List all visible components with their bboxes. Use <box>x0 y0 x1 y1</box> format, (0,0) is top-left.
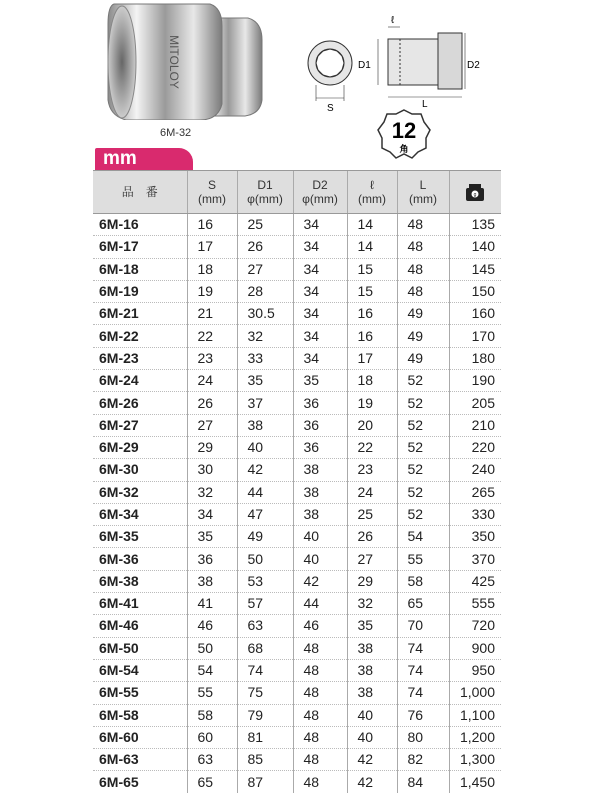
l-small-value: 14 <box>347 214 397 236</box>
l-large-value: 52 <box>397 414 449 436</box>
header-line2: φ(mm) <box>247 192 283 206</box>
d2-value: 40 <box>293 548 347 570</box>
l-large-value: 55 <box>397 548 449 570</box>
l-large-value: 70 <box>397 615 449 637</box>
d2-value: 48 <box>293 726 347 748</box>
d2-value: 46 <box>293 615 347 637</box>
header-line2: φ(mm) <box>302 192 338 206</box>
header-part-number <box>93 171 187 214</box>
d2-value: 34 <box>293 236 347 258</box>
s-value: 21 <box>187 303 237 325</box>
part-number: 6M-26 <box>93 392 187 414</box>
d2-value: 40 <box>293 526 347 548</box>
l-small-value: 40 <box>347 726 397 748</box>
table-row <box>93 682 501 704</box>
l-large-value: 76 <box>397 704 449 726</box>
d1-value: 35 <box>237 370 293 392</box>
l-small-value: 26 <box>347 526 397 548</box>
table-row <box>93 214 501 236</box>
table-row <box>93 726 501 748</box>
header-line1: S <box>207 178 216 192</box>
part-number: 6M-50 <box>93 637 187 659</box>
weight-value: 1,200 <box>449 726 501 748</box>
s-value: 29 <box>187 436 237 458</box>
l-small-value: 38 <box>347 659 397 681</box>
l-large-value: 80 <box>397 726 449 748</box>
l-small-value: 32 <box>347 593 397 615</box>
table-row <box>93 236 501 258</box>
diagram-label-l: ℓ <box>391 15 395 26</box>
part-number: 6M-19 <box>93 280 187 302</box>
header-line1: 品 番 <box>121 185 158 199</box>
weight-value: 1,300 <box>449 749 501 771</box>
s-value: 17 <box>187 236 237 258</box>
s-value: 19 <box>187 280 237 302</box>
d1-value: 68 <box>237 637 293 659</box>
d1-value: 37 <box>237 392 293 414</box>
d2-value: 34 <box>293 214 347 236</box>
weight-unit: g <box>473 191 477 198</box>
weight-value: 555 <box>449 593 501 615</box>
s-value: 26 <box>187 392 237 414</box>
d1-value: 57 <box>237 593 293 615</box>
d1-value: 44 <box>237 481 293 503</box>
table-row <box>93 548 501 570</box>
weight-value: 135 <box>449 214 501 236</box>
table-row <box>93 303 501 325</box>
d1-value: 75 <box>237 682 293 704</box>
l-small-value: 18 <box>347 370 397 392</box>
part-number: 6M-35 <box>93 526 187 548</box>
header-line2: (mm) <box>198 192 226 206</box>
d2-value: 36 <box>293 436 347 458</box>
l-small-value: 40 <box>347 704 397 726</box>
part-number: 6M-21 <box>93 303 187 325</box>
s-value: 27 <box>187 414 237 436</box>
d2-value: 34 <box>293 347 347 369</box>
d2-value: 35 <box>293 370 347 392</box>
l-large-value: 49 <box>397 325 449 347</box>
l-small-value: 20 <box>347 414 397 436</box>
l-small-value: 16 <box>347 303 397 325</box>
d2-value: 36 <box>293 392 347 414</box>
l-large-value: 49 <box>397 347 449 369</box>
unit-tab: mm <box>95 148 193 170</box>
s-value: 65 <box>187 771 237 793</box>
d1-value: 53 <box>237 570 293 592</box>
table-row <box>93 637 501 659</box>
weight-value: 1,450 <box>449 771 501 793</box>
weight-value: 210 <box>449 414 501 436</box>
l-small-value: 14 <box>347 236 397 258</box>
header-line1: D2 <box>312 178 328 192</box>
l-small-value: 42 <box>347 771 397 793</box>
part-number: 6M-65 <box>99 773 139 790</box>
d2-value: 48 <box>293 749 347 771</box>
l-large-value: 48 <box>397 258 449 280</box>
diagram-label-s: S <box>327 103 334 114</box>
l-small-value: 38 <box>347 637 397 659</box>
l-large-value: 65 <box>397 593 449 615</box>
s-value: 63 <box>187 749 237 771</box>
d2-value: 48 <box>293 771 347 793</box>
d1-value: 40 <box>237 436 293 458</box>
d1-value: 85 <box>237 749 293 771</box>
l-small-value: 15 <box>347 280 397 302</box>
l-large-value: 74 <box>397 659 449 681</box>
s-value: 55 <box>187 682 237 704</box>
l-large-value: 54 <box>397 526 449 548</box>
header-line2: (mm) <box>409 192 437 206</box>
part-number: 6M-54 <box>93 659 187 681</box>
l-large-value: 74 <box>397 682 449 704</box>
s-value: 41 <box>187 593 237 615</box>
table-row <box>93 459 501 481</box>
d1-value: 87 <box>237 771 293 793</box>
d1-value: 42 <box>237 459 293 481</box>
table-row <box>93 615 501 637</box>
d1-value: 63 <box>237 615 293 637</box>
table-row <box>93 570 501 592</box>
table-row <box>93 526 501 548</box>
d1-value: 33 <box>237 347 293 369</box>
part-number: 6M-23 <box>93 347 187 369</box>
diagram-label-d1: D1 <box>358 60 371 71</box>
weight-value: 265 <box>449 481 501 503</box>
part-number: 6M-55 <box>93 682 187 704</box>
d1-value: 79 <box>237 704 293 726</box>
weight-value: 170 <box>449 325 501 347</box>
l-small-value: 16 <box>347 325 397 347</box>
weight-value: 180 <box>449 347 501 369</box>
product-caption: 6M-32 <box>160 127 192 139</box>
twelve-point-badge <box>376 108 432 160</box>
badge-number: 12 <box>391 118 417 143</box>
l-small-value: 38 <box>347 682 397 704</box>
table-row <box>93 258 501 280</box>
l-large-value: 52 <box>397 392 449 414</box>
s-value: 16 <box>187 214 237 236</box>
part-number: 6M-27 <box>93 414 187 436</box>
d2-value: 48 <box>293 637 347 659</box>
part-number: 6M-63 <box>93 749 187 771</box>
d1-value: 49 <box>237 526 293 548</box>
s-value: 24 <box>187 370 237 392</box>
part-number: 6M-24 <box>93 370 187 392</box>
l-large-value: 48 <box>397 280 449 302</box>
l-large-value: 52 <box>397 459 449 481</box>
header-line1: D1 <box>257 178 273 192</box>
s-value: 36 <box>187 548 237 570</box>
table-row <box>93 414 501 436</box>
s-value: 18 <box>187 258 237 280</box>
table-row <box>93 325 501 347</box>
table-row <box>93 503 501 525</box>
part-number: 6M-18 <box>93 258 187 280</box>
weight-value: 425 <box>449 570 501 592</box>
table-row <box>93 436 501 458</box>
table-row <box>93 280 501 302</box>
d1-value: 50 <box>237 548 293 570</box>
part-number: 6M-46 <box>93 615 187 637</box>
part-number: 6M-17 <box>93 236 187 258</box>
l-small-value: 17 <box>347 347 397 369</box>
d1-value: 28 <box>237 280 293 302</box>
badge-kanji: 角 <box>399 145 409 155</box>
weight-value: 220 <box>449 436 501 458</box>
diagram-label-L: L <box>422 99 428 110</box>
d2-value: 42 <box>293 570 347 592</box>
part-number: 6M-34 <box>93 503 187 525</box>
s-value: 54 <box>187 659 237 681</box>
l-small-value: 19 <box>347 392 397 414</box>
dimension-diagram <box>300 5 500 115</box>
l-small-value: 35 <box>347 615 397 637</box>
d1-value: 30.5 <box>237 303 293 325</box>
l-large-value: 58 <box>397 570 449 592</box>
l-large-value: 48 <box>397 236 449 258</box>
weight-value: 900 <box>449 637 501 659</box>
header-s <box>187 171 237 214</box>
d2-value: 34 <box>293 325 347 347</box>
part-number: 6M-41 <box>93 593 187 615</box>
l-large-value: 48 <box>397 214 449 236</box>
d2-value: 38 <box>293 481 347 503</box>
weight-value: 330 <box>449 503 501 525</box>
d2-value: 38 <box>293 503 347 525</box>
socket-photo <box>100 0 270 120</box>
weight-value: 240 <box>449 459 501 481</box>
d2-value: 36 <box>293 414 347 436</box>
table-row <box>93 347 501 369</box>
s-value: 58 <box>187 704 237 726</box>
table-row <box>93 704 501 726</box>
table-body <box>93 214 501 793</box>
weight-value: 205 <box>449 392 501 414</box>
d1-value: 32 <box>237 325 293 347</box>
weight-value: 1,100 <box>449 704 501 726</box>
l-small-value: 23 <box>347 459 397 481</box>
spec-table <box>93 170 501 793</box>
s-value: 23 <box>187 347 237 369</box>
d1-value: 47 <box>237 503 293 525</box>
weight-value: 160 <box>449 303 501 325</box>
table-row <box>93 481 501 503</box>
l-small-value: 27 <box>347 548 397 570</box>
part-number: 6M-58 <box>93 704 187 726</box>
table-row <box>93 659 501 681</box>
product-header <box>0 0 600 160</box>
d1-value: 26 <box>237 236 293 258</box>
d2-value: 48 <box>293 659 347 681</box>
header-d2 <box>293 171 347 214</box>
l-large-value: 74 <box>397 637 449 659</box>
weight-value: 140 <box>449 236 501 258</box>
table-row <box>93 771 501 793</box>
d2-value: 34 <box>293 258 347 280</box>
d1-value: 25 <box>237 214 293 236</box>
part-number: 6M-16 <box>93 214 187 236</box>
header-l-large <box>397 171 449 214</box>
l-small-value: 15 <box>347 258 397 280</box>
d2-value: 48 <box>293 704 347 726</box>
l-large-value: 52 <box>397 481 449 503</box>
d1-value: 74 <box>237 659 293 681</box>
table-row <box>93 593 501 615</box>
table-row <box>93 370 501 392</box>
table-header-row <box>93 171 501 214</box>
header-weight <box>449 171 501 214</box>
product-engraving: MITOLOY <box>167 35 181 89</box>
weight-value: 1,000 <box>449 682 501 704</box>
weight-value: 370 <box>449 548 501 570</box>
l-small-value: 24 <box>347 481 397 503</box>
d1-value: 27 <box>237 258 293 280</box>
weight-value: 350 <box>449 526 501 548</box>
table-row <box>93 392 501 414</box>
l-large-value: 49 <box>397 303 449 325</box>
weight-value: 150 <box>449 280 501 302</box>
header-l-small <box>347 171 397 214</box>
s-value: 60 <box>187 726 237 748</box>
part-number: 6M-36 <box>93 548 187 570</box>
d1-value: 81 <box>237 726 293 748</box>
s-value: 46 <box>187 615 237 637</box>
l-small-value: 29 <box>347 570 397 592</box>
weight-value: 145 <box>449 258 501 280</box>
d2-value: 44 <box>293 593 347 615</box>
part-number: 6M-29 <box>93 436 187 458</box>
s-value: 32 <box>187 481 237 503</box>
header-line1: L <box>419 178 427 192</box>
s-value: 22 <box>187 325 237 347</box>
header-line1: ℓ <box>370 178 374 192</box>
l-small-value: 22 <box>347 436 397 458</box>
part-number: 6M-22 <box>93 325 187 347</box>
l-large-value: 52 <box>397 503 449 525</box>
l-small-value: 42 <box>347 749 397 771</box>
d2-value: 38 <box>293 459 347 481</box>
weight-value: 950 <box>449 659 501 681</box>
s-value: 50 <box>187 637 237 659</box>
s-value: 35 <box>187 526 237 548</box>
part-number: 6M-60 <box>93 726 187 748</box>
l-large-value: 52 <box>397 436 449 458</box>
diagram-label-d2: D2 <box>467 60 480 71</box>
header-line2: (mm) <box>358 192 386 206</box>
d2-value: 34 <box>293 280 347 302</box>
part-number: 6M-30 <box>93 459 187 481</box>
d2-value: 48 <box>293 682 347 704</box>
l-large-value: 82 <box>397 749 449 771</box>
s-value: 34 <box>187 503 237 525</box>
table-row <box>93 749 501 771</box>
part-number: 6M-38 <box>93 570 187 592</box>
header-d1 <box>237 171 293 214</box>
d1-value: 38 <box>237 414 293 436</box>
weight-value: 720 <box>449 615 501 637</box>
l-large-value: 84 <box>397 771 449 793</box>
scale-icon <box>464 180 486 202</box>
weight-value: 190 <box>449 370 501 392</box>
part-number: 6M-32 <box>93 481 187 503</box>
s-value: 38 <box>187 570 237 592</box>
l-small-value: 25 <box>347 503 397 525</box>
s-value: 30 <box>187 459 237 481</box>
l-large-value: 52 <box>397 370 449 392</box>
d2-value: 34 <box>293 303 347 325</box>
